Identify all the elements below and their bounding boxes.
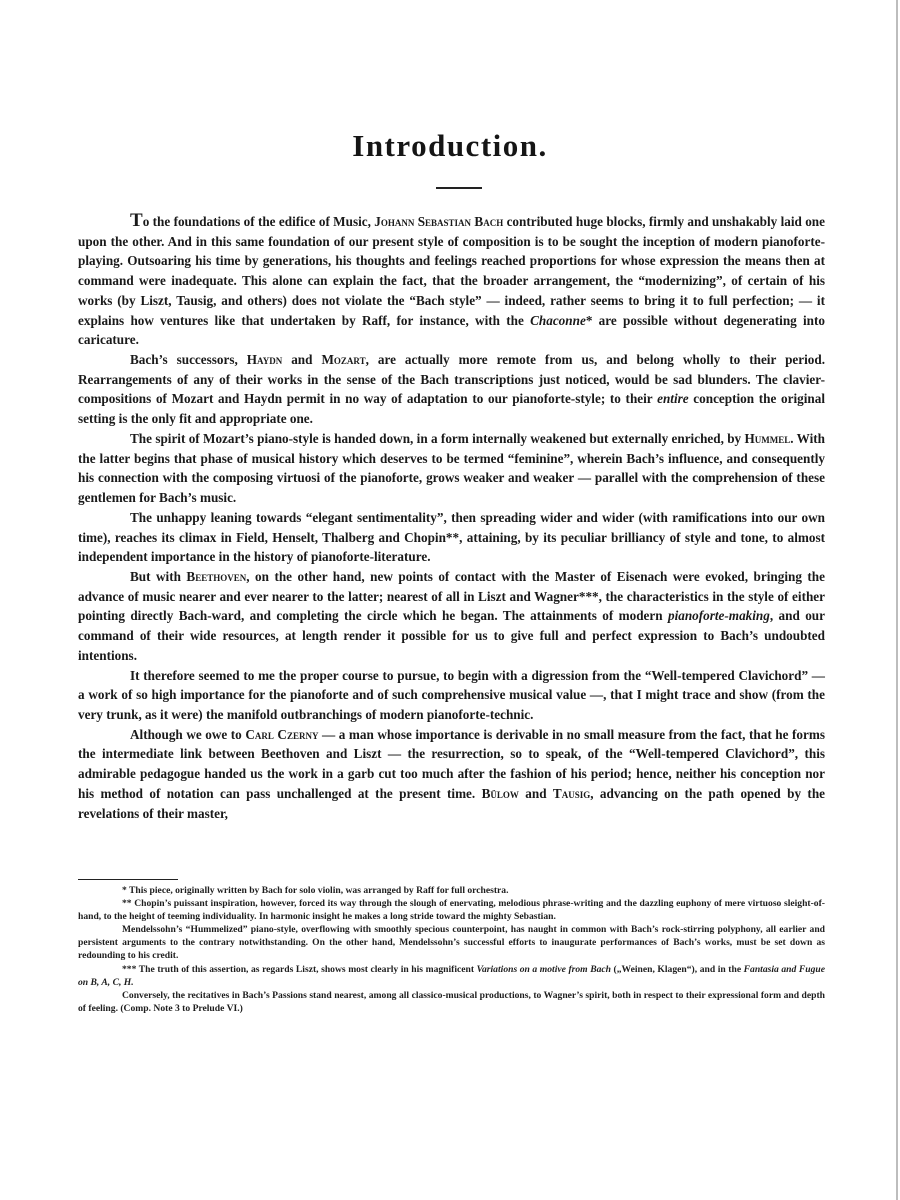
emphasis: pianoforte-making xyxy=(668,608,770,624)
paragraph-5: But with Beethoven, on the other hand, new points of contact with the Master of Eisenach were evoked, bringing the advance of music nearer and ever nearer to the latter; nearest of all in Liszt and Wagner***, the characteristics in the style of either pointing directly Bach-ward, and completing the circle which he began. The attainments of modern pianoforte-making, and our command of their wide resources, at length render it possible for us to give full and perfect expression to Bach’s undoubted intentions. xyxy=(78,568,825,663)
name-czerny: Carl Czerny xyxy=(245,726,319,742)
emphasis: entire xyxy=(657,391,689,407)
name-bulow: Bülow xyxy=(481,785,519,801)
name-beethoven: Beethoven xyxy=(186,568,247,584)
paragraph-4: The unhappy leaning towards “elegant sentimentality”, then spreading wider and wider (with ramifications into our own time), reaches its climax in Field, Henselt, Thalberg and Chopin**, attaining, by its peculiar brilliancy of style and tone, to almost independent importance in the history of pianoforte-literature. xyxy=(78,509,825,565)
paragraph-7: Although we owe to Carl Czerny — a man whose importance is derivable in no small measure from the fact, that he forms the intermediate link between Beethoven and Liszt — the resurrection, so to speak, of the “Well-tempered Clavichord”, this admirable pedagogue handed us the work in a garb cut too much after the fashion of his period; hence, neither his conception nor his method of notation can pass unchallenged at the present time. Bülow and Tausig, advancing on the path opened by the revelations of their master, xyxy=(78,726,826,821)
body-text xyxy=(78,212,825,823)
paragraph-1: To the foundations of the edifice of Music, Johann Sebastian Bach contributed huge blocks, firmly and unshakably laid one upon the other. And in this same foundation of our present style of composition is to be sought the inception of modern pianoforte-playing. Outsoaring his time by generations, his thoughts and feelings reached proportions for whose expression the means then at command were inadequate. This alone can explain the fact, that the broader arrangement, the “modernizing”, of certain of his works (by Liszt, Tausig, and others) does not violate the “Bach style” — indeed, rather seems to bring it to full perfection; — it explains how ventures like that undertaken by Raff, for instance, with the Chaconne* are possible without degenerating into caricature. xyxy=(78,210,825,348)
footnote-2: ** Chopin’s puissant inspiration, however, forced its way through the slough of enervating, melodious phrase-writing and the dazzling euphony of mere virtuoso sleight-of-hand, to the height of teeming individuality. In harmonic insight he makes a long stride toward the mighty Sebastian. xyxy=(78,898,825,923)
work-title: Variations on a motive from Bach xyxy=(476,963,611,975)
footnote-2-continued: Mendelssohn’s “Hummelized” piano-style, overflowing with smoothly specious counterpoint, has naught in common with Bach’s rock-stirring polyphony, all earlier and persistent arguments to the contrary notwithstanding. On the other hand, Mendelssohn’s successful efforts to inaugurate performances of Bach’s works, must be set down as redounding to his credit. xyxy=(78,924,825,962)
drop-cap: T xyxy=(130,210,143,231)
footnote-3: *** The truth of this assertion, as regards Liszt, shows most clearly in his magnificent Variations on a motive from Bach („Weinen, Klagen“), and in the Fantasia and Fugue on B, A, C, H. xyxy=(78,963,826,988)
footnote-separator xyxy=(78,879,178,880)
paragraph-6: It therefore seemed to me the proper course to pursue, to begin with a digression from the “Well-tempered Clavichord” — a work of so high importance for the pianoforte and of such comprehensive musical value —, that I might trace and show (from the very trunk, as it were) the manifold outbranchings of modern pianoforte-technic. xyxy=(78,667,825,722)
work-title: Chaconne xyxy=(530,312,586,328)
name-mozart: Mozart xyxy=(321,352,366,368)
footnote-1: * This piece, originally written by Bach for solo violin, was arranged by Raff for full orchestra. xyxy=(122,885,509,896)
paragraph-2: Bach’s successors, Haydn and Mozart, are actually more remote from us, and belong wholly to their period. Rearrangements of any of their works in the sense of the Bach transcriptions just noticed, would be sad blunders. The clavier-compositions of Mozart and Haydn permit in no way of adaptation to our pianoforte-style; to their entire conception the original setting is the only fit and appropriate one. xyxy=(78,352,826,427)
title-underline xyxy=(436,187,482,189)
name-hummel: Hummel xyxy=(744,430,791,446)
footnotes xyxy=(78,884,825,1015)
footnote-3-continued: Conversely, the recitatives in Bach’s Passions stand nearest, among all classico-musical productions, to Wagner’s spirit, both in respect to their expressional form and depth of feeling. (Comp. Note 3 to Prelude VI.) xyxy=(78,989,825,1014)
page-edge xyxy=(896,0,898,1200)
name-tausig: Tausig xyxy=(552,785,591,801)
name-haydn: Haydn xyxy=(246,352,283,368)
paragraph-3: The spirit of Mozart’s piano-style is handed down, in a form internally weakened but externally enriched, by Hummel. With the latter begins that phase of musical history which deserves to be termed “feminine”, wherein Bach’s influence, and consequently his connection with the composing virtuosi of the pianoforte, grows weaker and weaker — parallel with the comprehension of these gentlemen for Bach’s music. xyxy=(78,430,825,506)
name-bach: Johann Sebastian Bach xyxy=(374,214,504,229)
work-title: Fantasia and Fugue on B, A, C, H. xyxy=(78,963,826,988)
page-title: Introduction. xyxy=(352,128,548,163)
